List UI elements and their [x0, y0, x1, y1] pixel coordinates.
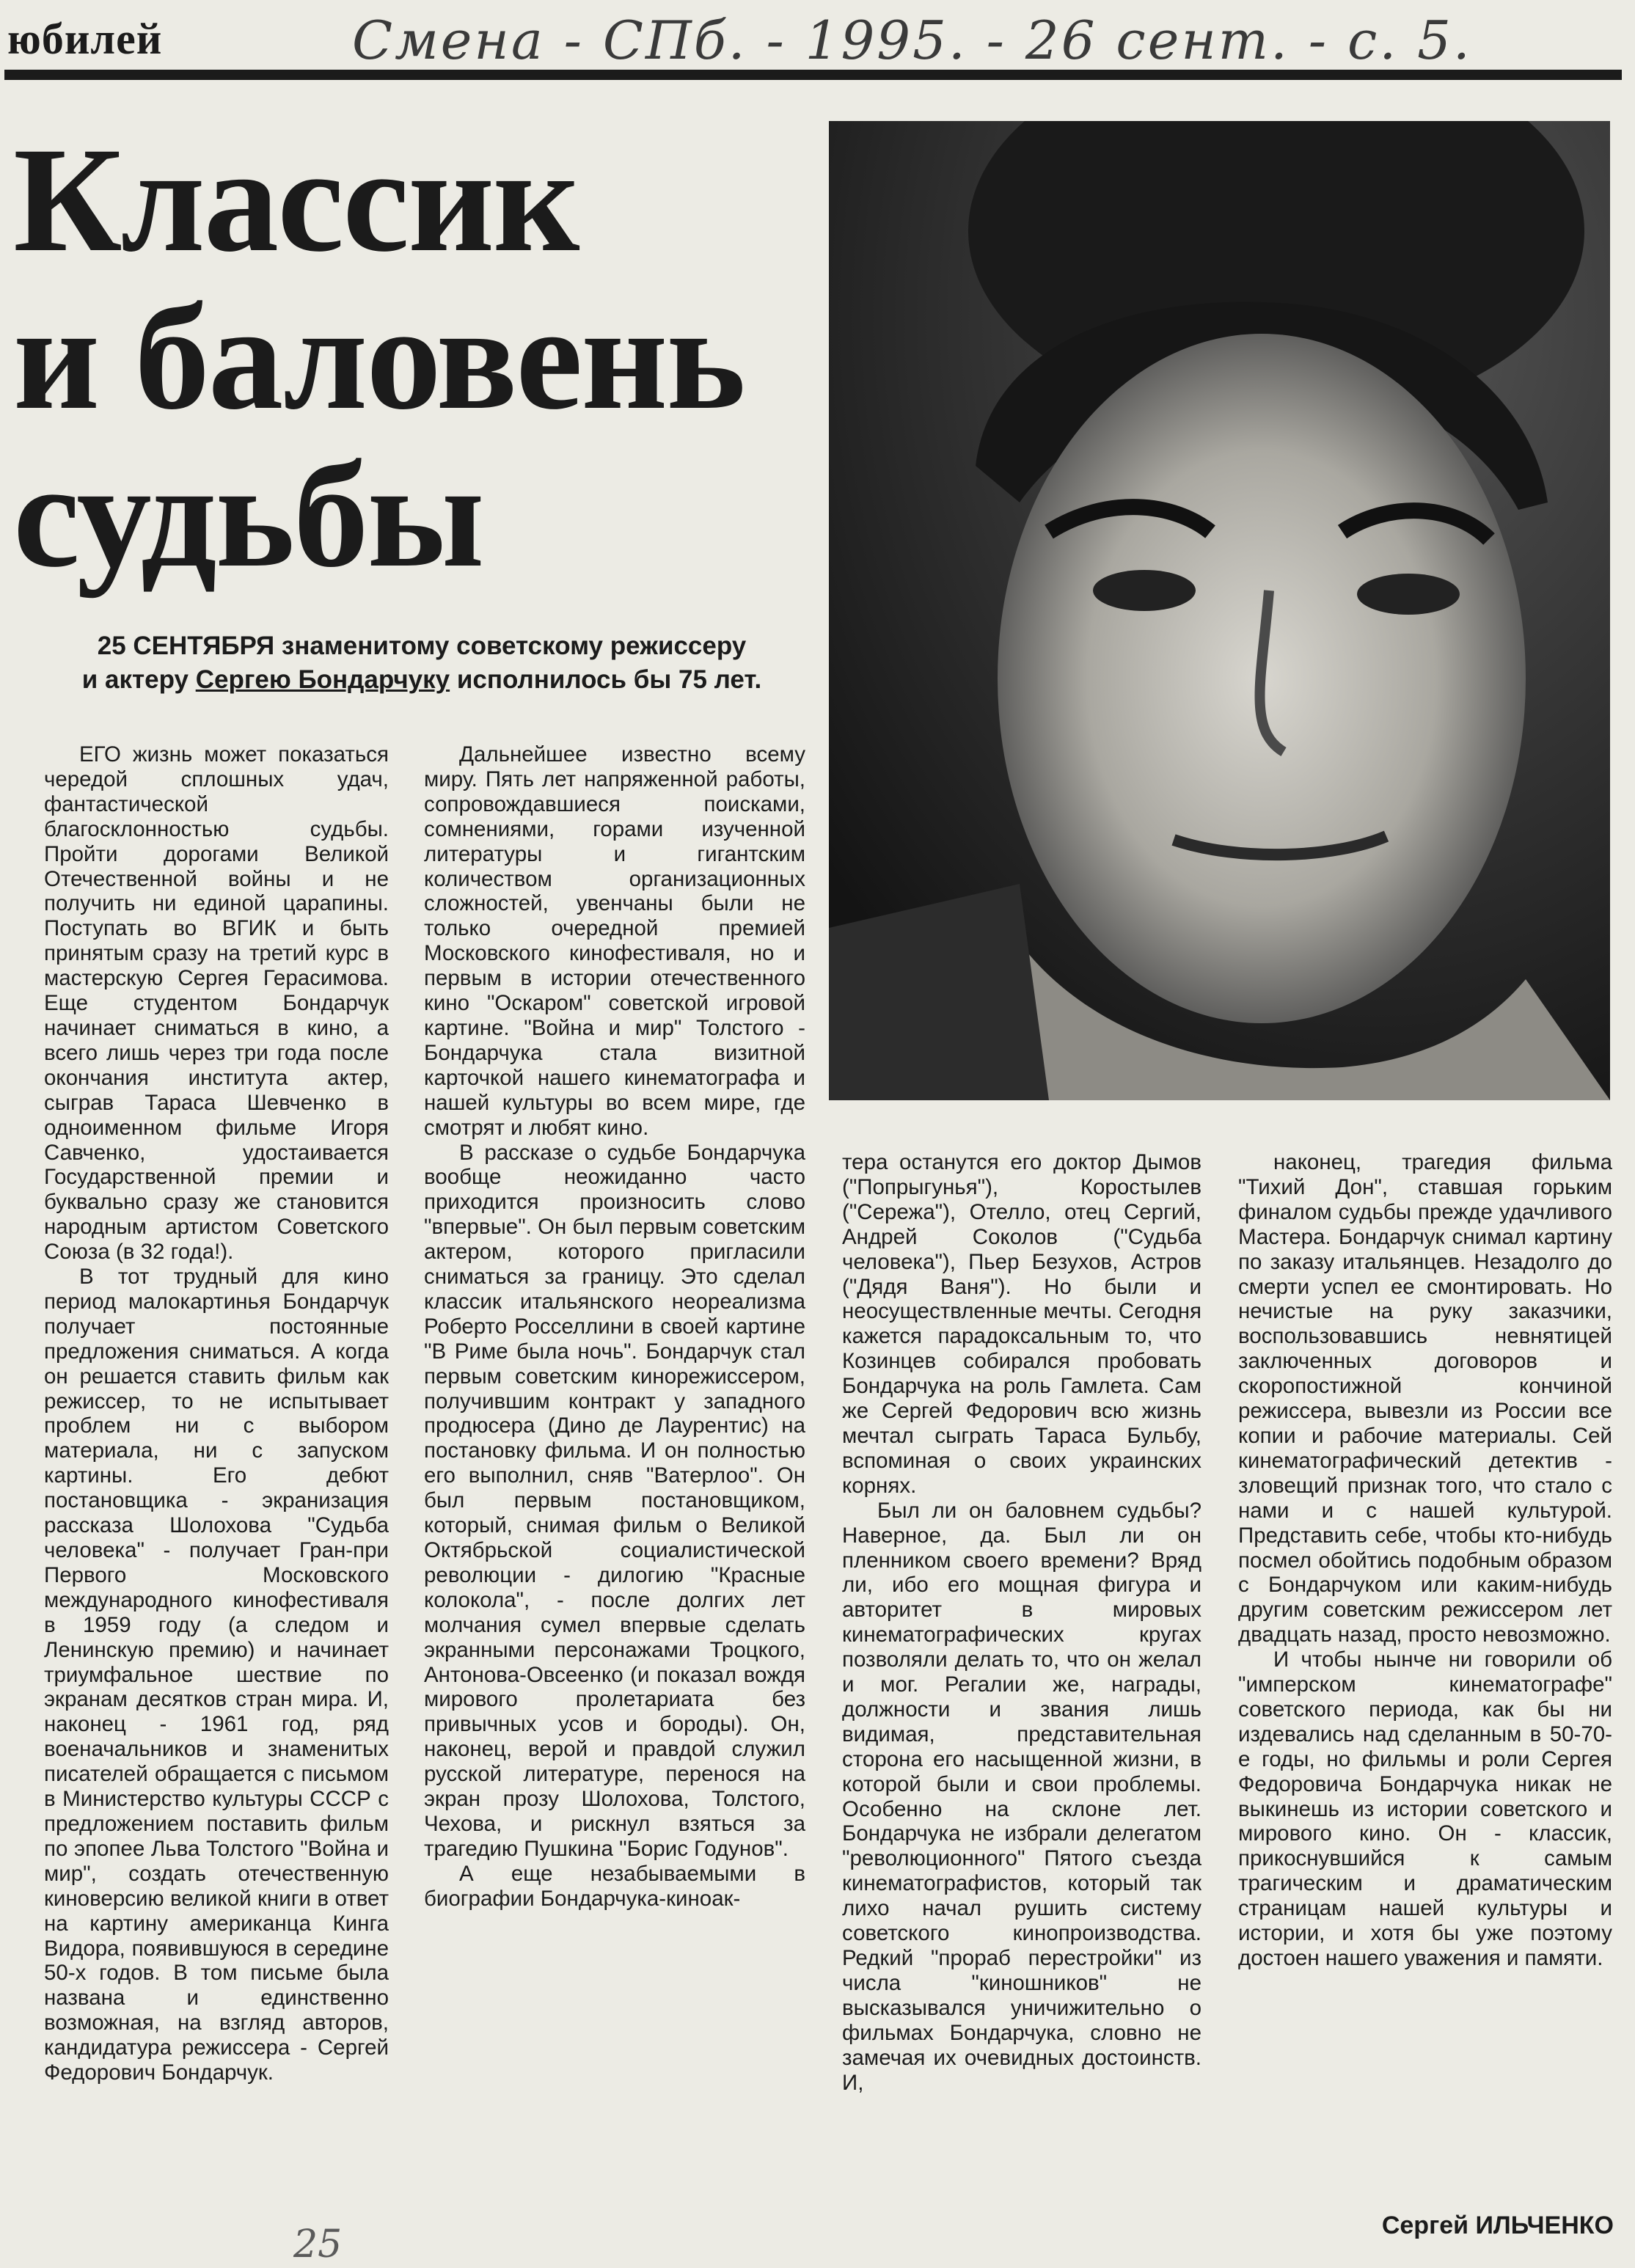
article-column-4: [1238, 1150, 1612, 1971]
article-paragraph: Дальнейшее известно всему миру. Пять лет напряженной работы, сопровождавшиеся поисками, сомнениями, горами изученной литературы и гигантским количеством организационных сложностей, увенчаны были не только очередной премией Московского кинофестиваля, но и первым в истории отечественного кино "Оскаром" советской игровой картине. "Война и мир" Толстого - Бондарчука стала визитной карточкой нашего кинематографа и нашей культуры во всем мире, где смотрят и любят кино.: [424, 742, 805, 1140]
handwritten-source-note: Смена - СПб. - 1995. - 26 сент. - с. 5.: [352, 10, 1472, 71]
lead-paragraph: [40, 629, 803, 697]
article-paragraph: И чтобы нынче ни говорили об "имперском кинематографе" советского периода, как бы ни издевались над сделанным в 50-70-е годы, но фильмы и роли Сергея Федоровича Бондарчука никак не выкинешь из истории советского и мирового кино. Он - классик, прикоснувшийся к самым трагическим и драматическим страницам нашей культуры и истории, и хотя бы уже поэтому достоен нашего уважения и памяти.: [1238, 1647, 1612, 1970]
headline-line: Классик: [13, 117, 579, 283]
headline-line: судьбы: [13, 432, 483, 599]
lead-line: 25 СЕНТЯБРЯ знаменитому советскому режиссеру: [97, 632, 747, 660]
handwritten-page-mark: 25: [293, 2223, 343, 2267]
article-column-3: [842, 1150, 1201, 2095]
lead-person-name: Сергею Бондарчуку: [195, 665, 450, 694]
article-paragraph: наконец, трагедия фильма "Тихий Дон", ставшая горьким финалом судьбы прежде удачливого Мастера. Бондарчук снимал картину по заказу итальянцев. Незадолго до смерти успел ее смонтировать. Но нечистые на руку заказчики, воспользовавшись невнятицей заключенных договоров и скоропостижной кончиной режиссера, вывезли из России все копии и рабочие материалы. Сей кинематографический детектив - зловещий признак того, что стало с нами и с нашей культурой. Представить себе, чтобы кто-нибудь посмел обойтись подобным образом с Бондарчуком или каким-нибудь другим советским режиссером лет двадцать назад, просто невозможно.: [1238, 1150, 1612, 1647]
lead-text: и актеру: [81, 665, 196, 694]
lead-line: [40, 663, 803, 697]
section-rubric: юбилей: [7, 15, 163, 63]
article-paragraph: Был ли он баловнем судьбы? Наверное, да. Был ли он пленником своего времени? Вряд ли, ибо его мощная фигура и авторитет в мировых кинематографических кругах позволяли делать то, что он желал и мог. Регалии же, награды, должности и звания лишь видимая, представительная сторона его насыщенной жизни, в которой были и свои проблемы. Особенно на склоне лет. Бондарчука не избрали делегатом "революционного" Пятого съезда кинематографистов, который так лихо начал рушить систему советского кинопроизводства. Редкий "прораб перестройки" из числа "киношников" не высказывался уничижительно о фильмах Бондарчука, словно не замечая их очевидных достоинств. И,: [842, 1498, 1201, 2095]
article-paragraph: тера останутся его доктор Дымов ("Попрыгунья"), Коростылев ("Сережа"), Отелло, отец Сергий, Андрей Соколов ("Судьба человека"), Пьер Безухов, Астров ("Дядя Ваня"). Но были и неосуществленные мечты. Сегодня кажется парадоксальным то, что Козинцев собирался пробовать Бондарчука на роль Гамлета. Сам же Сергей Федорович всю жизнь мечтал сыграть Тараса Бульбу, вспоминая о своих украинских корнях.: [842, 1150, 1201, 1498]
article-paragraph: В тот трудный для кино период малокартинья Бондарчук получает постоянные предложения сниматься. А когда он решается ставить фильм как режиссер, то не испытывает проблем ни с выбором материала, ни с запуском картины. Его дебют постановщика - экранизация рассказа Шолохова "Судьба человека" - получает Гран-при Первого Московского международного кинофестиваля в 1959 году (а следом и Ленинскую премию) и начинает триумфальное шествие по экранам десятков стран мира. И, наконец - 1961 год, ряд военачальников и знаменитых писателей обращается с письмом в Министерство культуры СССР с предложением поставить фильм по эпопее Льва Толстого "Война и мир", создать отечественную киноверсию великой книги в ответ на картину американца Кинга Видора, появившуюся в середине 50-х годов. В том письме была названа и единственно возможная, на взгляд авторов, кандидатура режиссера - Сергей Федорович Бондарчук.: [44, 1265, 389, 2085]
article-paragraph: ЕГО жизнь может показаться чередой сплошных удач, фантастической благосклонностью судьбы. Пройти дорогами Великой Отечественной войны и не получить ни единой царапины. Поступать во ВГИК и быть принятым сразу на третий курс в мастерскую Сергея Герасимова. Еще студентом Бондарчук начинает сниматься в кино, а всего лишь через три года после окончания института актер, сыграв Тараса Шевченко в одноименном фильме Игоря Савченко, удостаивается Государственной премии и буквально сразу же становится народным артистом Советского Союза (в 32 года!).: [44, 742, 389, 1265]
article-paragraph: В рассказе о судьбе Бондарчука вообще неожиданно часто приходится произносить слово "впервые". Он был первым советским актером, которого пригласили сниматься за границу. Это сделал классик итальянского неореализма Роберто Росселлини в своей картине "В Риме была ночь". Бондарчук стал первым советским кинорежиссером, получившим контракт у западного продюсера (Дино де Лаурентис) на постановку фильма. И он полностью его выполнил, сняв "Ватерлоо". Он был первым постановщиком, который, снимая фильм о Великой Октябрьской социалистической революции - дилогию "Красные колокола", - после долгих лет молчания сумел впервые сделать экранными персонажами Троцкого, Антонова-Овсеенко (и показал вождя мирового пролетариата без привычных усов и бороды). Он, наконец, верой и правдой служил русской литературе, перенося на экран прозу Шолохова, Толстого, Чехова, и рискнул взяться за трагедию Пушкина "Борис Годунов".: [424, 1140, 806, 1861]
headline: [13, 117, 827, 599]
article-column-2: [424, 742, 805, 1912]
lead-text: исполнилось бы 75 лет.: [450, 665, 762, 694]
portrait-image: [829, 121, 1610, 1100]
headline-line: и баловень: [13, 274, 745, 441]
portrait-photo: [829, 121, 1610, 1100]
article-column-1: [44, 742, 389, 2085]
article-paragraph: А еще незабываемыми в биографии Бондарчука-киноак-: [424, 1861, 805, 1911]
author-byline: Сергей ИЛЬЧЕНКО: [1381, 2212, 1614, 2239]
